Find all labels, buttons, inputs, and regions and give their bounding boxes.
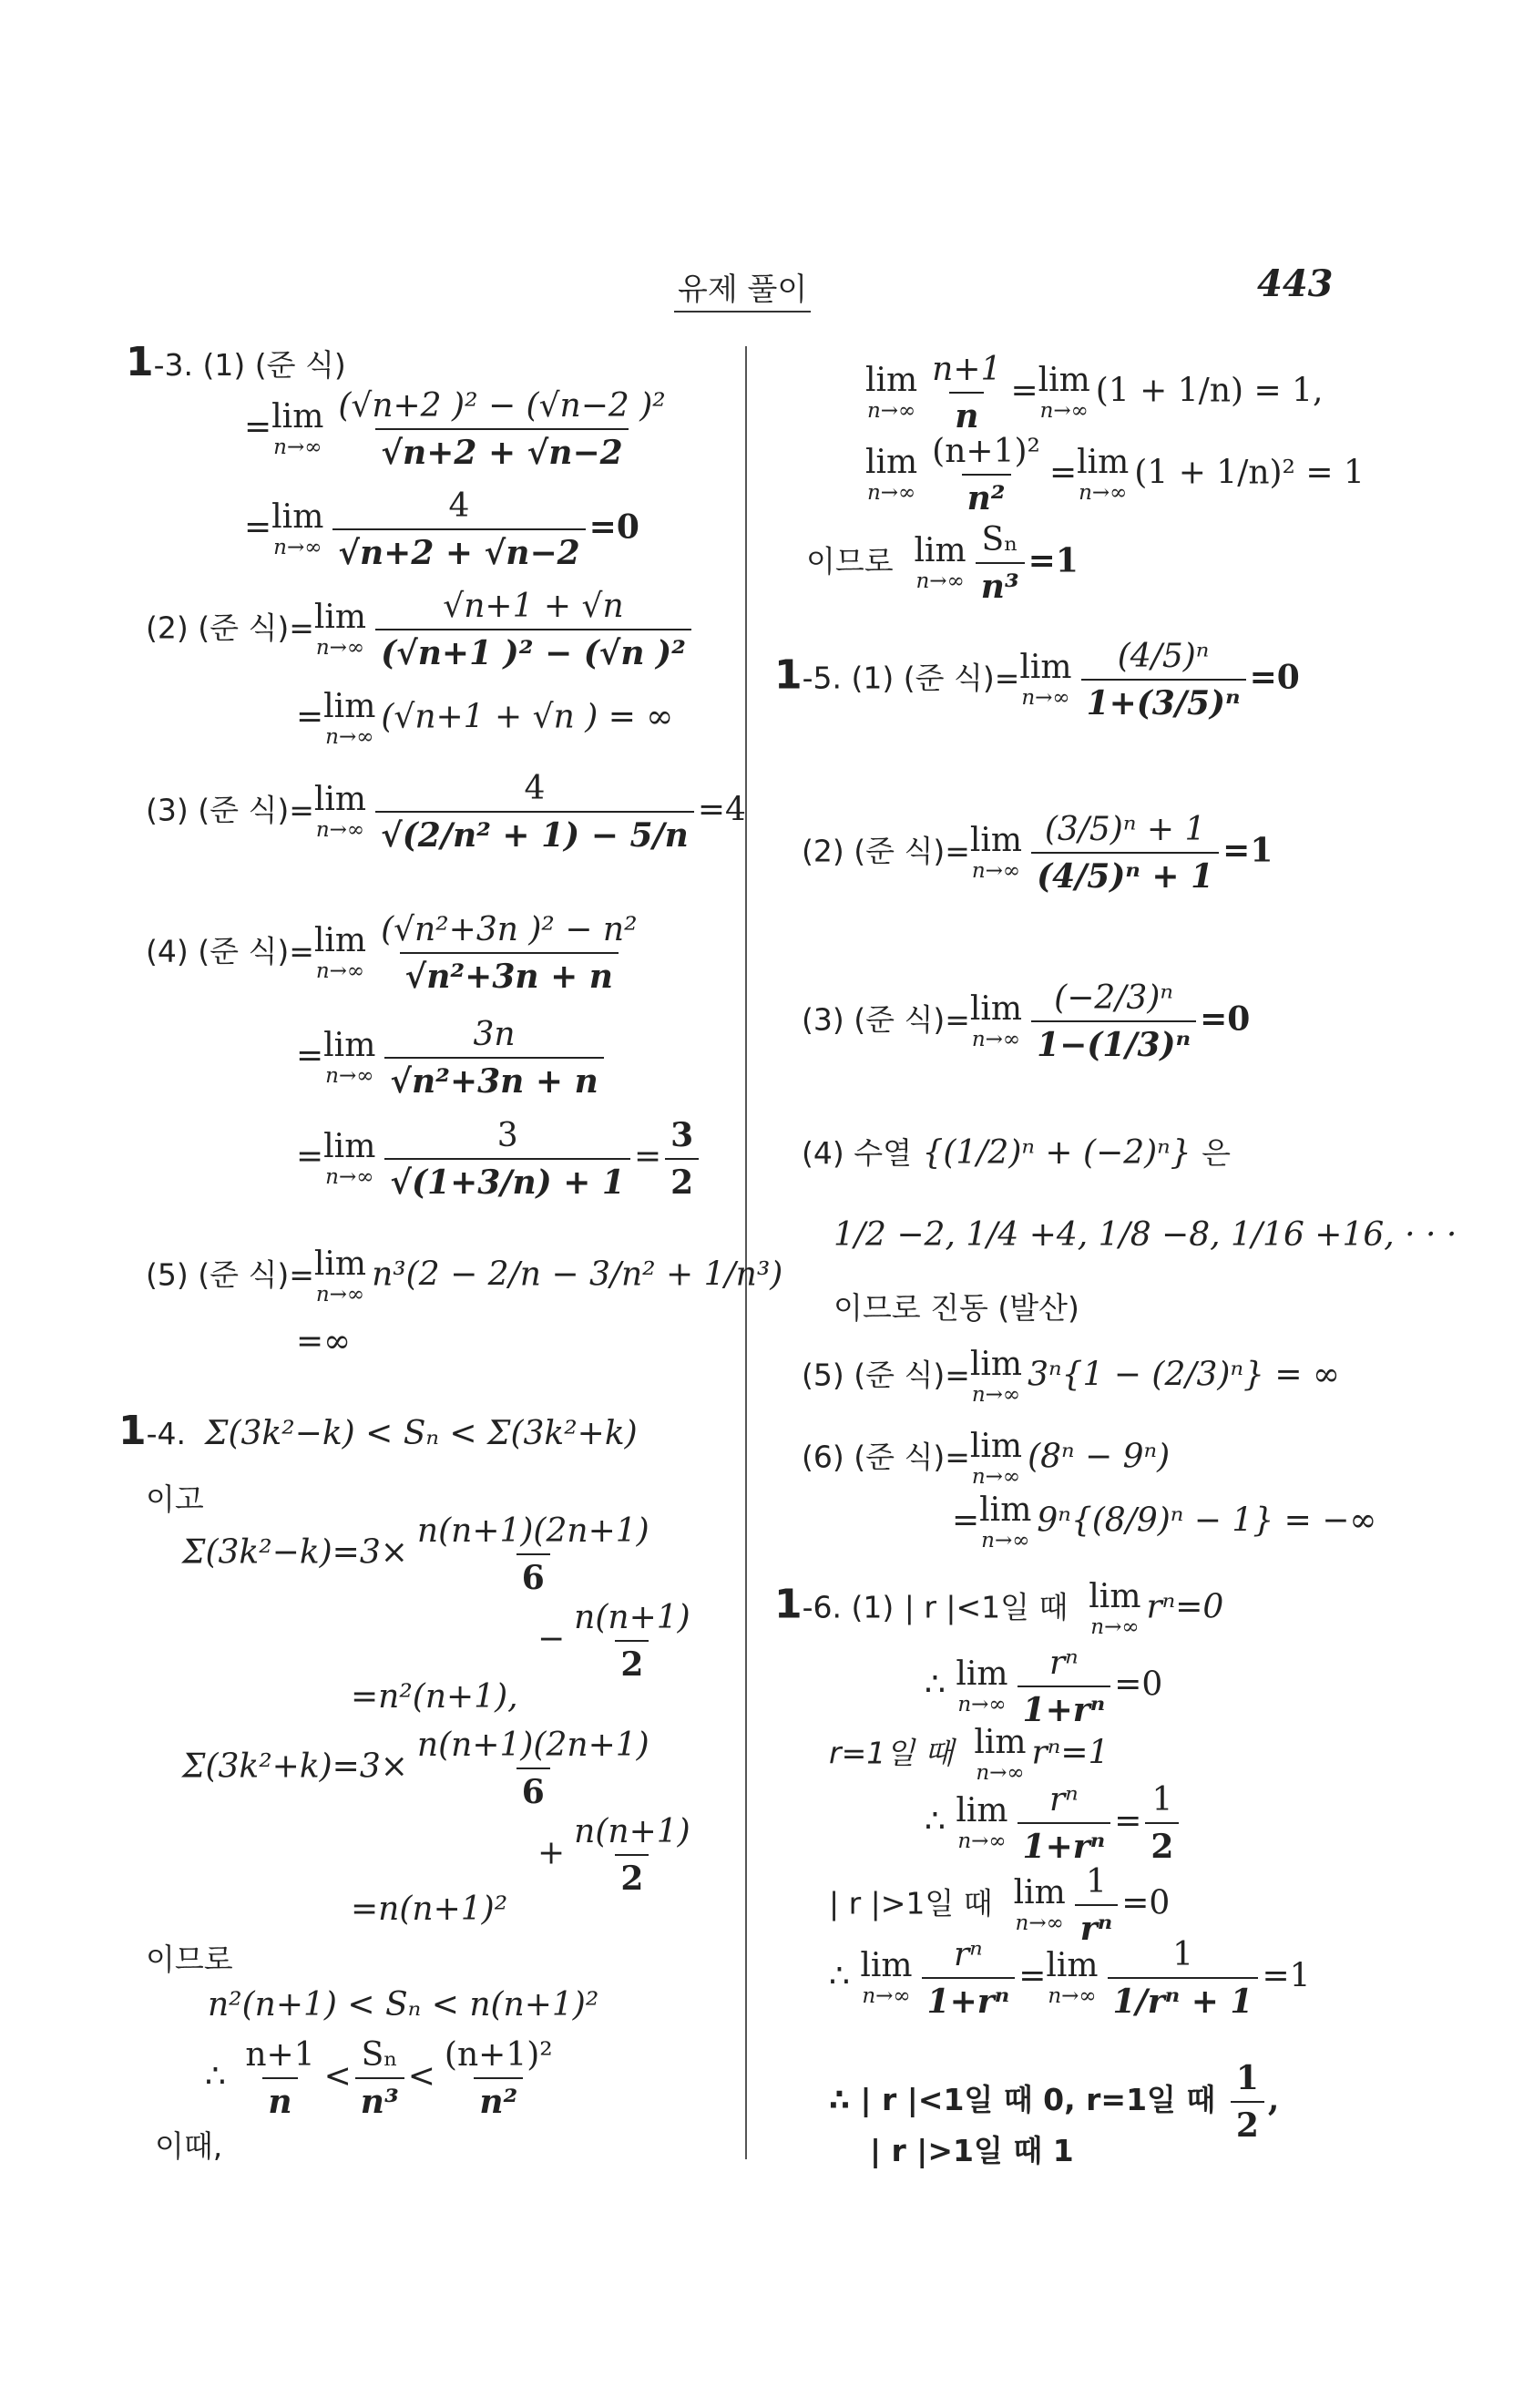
eq-1-6-c3: | r |>1일 때 lim n→∞ $\frac{1}{\text{rⁿ}}$ =0 xyxy=(829,1863,1171,1948)
eq-1-5-4-terms: 1/2 −2, 1/4 +4, 1/8 −8, 1/16 +16, · · · xyxy=(833,1216,1457,1254)
eq-1-3-4-line2: = lim n→∞ $\frac{3n}{\text{√n²+3n + n}}$ xyxy=(296,1016,608,1101)
eq-1-4-therefore: ∴ $\frac{n+1}{n}$ < $\frac{\text{Sₙ}}{\text{n³}}$ < $\frac{\text{(n+1)²}}{\text{n²}}$ xyxy=(205,2036,553,2121)
eq-1-3-line1: = lim n→∞ $\frac{\text{(√n+2 )² − (√n−2 )²}}{√n+2 + √n-2}$ xyxy=(244,387,666,472)
problem-1-5: 1-5. (1) (준 식)= lim n→∞ $\frac{\text{(4/5)ⁿ}}{\text{1+(3/5)ⁿ}}$ =0 xyxy=(774,638,1300,722)
eq-1-4-sum2-b: + $\frac{n(n+1)}{2}$ xyxy=(537,1813,690,1898)
eq-1-3-4-line3: = lim n→∞ $\frac{3}{√(1+3/n) + 1}$ = $\frac{3}{2}$ xyxy=(296,1116,702,1202)
eq-1-3-3: (3) (준 식)= lim n→∞ $\frac{4}{\text{√(2/n² + 1) − 5/n}}$ =4 xyxy=(146,770,746,855)
eq-r3: 이므로 lim n→∞ $\frac{\text{Sₙ}}{\text{n³}}$ =1 xyxy=(806,521,1079,606)
problem-1-3 xyxy=(126,339,346,385)
eq-1-4-sum1-b: − $\frac{n(n+1)}{2}$ xyxy=(537,1599,690,1684)
eq-1-3-2: (2) (준 식)= lim n→∞ $\frac{√n+1 + √n}{\text{(√n+1 )² − (√n )²}}$ xyxy=(146,588,695,672)
eq-1-3-4: (4) (준 식)= lim n→∞ $\frac{\text{(√n²+3n )² − n²}}{\text{√n²+3n + n}}$ xyxy=(146,911,638,996)
eq-1-6-final2: | r |>1일 때 1 xyxy=(870,2133,1074,2168)
eq-r1: lim n→∞ $\frac{n+1}{n}$ = lim n→∞ (1 + 1/n) = 1, xyxy=(865,351,1324,435)
eq-1-4-sum1: Σ(3k²−k)=3× $\frac{n(n+1)(2n+1)}{6}$ xyxy=(182,1512,649,1597)
problem-1-4: 1-4. xyxy=(118,1408,187,1454)
eq-1-6-c4: ∴ lim n→∞ $\frac{\text{rⁿ}}{\text{1+rⁿ}}$ = lim n→∞ $\frac{1}{\text{1/rⁿ + 1}}$ =1 xyxy=(829,1936,1311,2021)
eq-1-6-final1: ∴ | r |<1일 때 0, r=1일 때 $\frac{1}{2}$ , xyxy=(829,2059,1280,2145)
eq-1-4-ineq2: n²(n+1) < Sₙ < n(n+1)² xyxy=(208,1986,599,2024)
page-number: 443 xyxy=(1257,262,1334,305)
eq-1-6-c2: r=1일 때 lim n→∞ rⁿ=1 xyxy=(829,1724,1110,1785)
text-igo: 이고 xyxy=(146,1481,204,1517)
problem-label: -3. (1) (준 식) xyxy=(153,347,346,383)
eq-1-5-3: (3) (준 식)= lim n→∞ $\frac{\text{(−2/3)ⁿ}}{\text{1−(1/3)ⁿ}}$ =0 xyxy=(802,979,1251,1064)
eq-1-5-4: (4) 수열 {(1/2)ⁿ + (−2)ⁿ} 은 xyxy=(802,1134,1232,1172)
eq-1-3-line2: = lim n→∞ $\frac{4}{√n+2 + √n-2}$ =0 xyxy=(244,487,639,572)
eq-1-5-5: (5) (준 식)= lim n→∞ 3ⁿ{1 − (2/3)ⁿ} = ∞ xyxy=(802,1346,1340,1407)
text-imeuro: 이므로 xyxy=(146,1942,233,1977)
eq-1-3-5: (5) (준 식)= lim n→∞ n³(2 − 2/n − 3/n² + 1/n³) xyxy=(146,1245,783,1306)
eq-1-4-ineq: Σ(3k²−k) < Sₙ < Σ(3k²+k) xyxy=(205,1415,638,1452)
eq-1-5-6-line2: = lim n→∞ 9ⁿ{(8/9)ⁿ − 1} = −∞ xyxy=(952,1491,1377,1552)
page-title: 유제 풀이 xyxy=(674,264,811,313)
eq-1-6-c2-t: ∴ lim n→∞ $\frac{\text{rⁿ}}{\text{1+rⁿ}}$ = $\frac{1}{2}$ xyxy=(925,1781,1182,1866)
eq-1-6-c1: ∴ lim n→∞ $\frac{\text{rⁿ}}{\text{1+rⁿ}}$ =0 xyxy=(925,1645,1163,1729)
eq-1-5-6: (6) (준 식)= lim n→∞ (8ⁿ − 9ⁿ) xyxy=(802,1428,1171,1489)
eq-1-3-2-line2: = lim n→∞ (√n+1 + √n ) = ∞ xyxy=(296,688,674,749)
problem-1-6: 1-6. (1) | r |<1일 때 lim n→∞ rⁿ=0 xyxy=(774,1578,1224,1639)
eq-1-3-5-res: =∞ xyxy=(296,1323,352,1360)
eq-1-4-sum1-res: =n²(n+1), xyxy=(351,1678,518,1716)
problem-number: 1 xyxy=(126,339,154,385)
eq-1-4-sum2-res: =n(n+1)² xyxy=(351,1891,508,1928)
eq-1-5-4-conc: 이므로 진동 (발산) xyxy=(833,1290,1079,1326)
eq-1-5-2: (2) (준 식)= lim n→∞ $\frac{\text{(3/5)ⁿ + 1}}{\text{(4/5)ⁿ + 1}}$ =1 xyxy=(802,811,1273,896)
text-ittae: 이때, xyxy=(155,2128,223,2164)
eq-1-4-sum2: Σ(3k²+k)=3× $\frac{n(n+1)(2n+1)}{6}$ xyxy=(182,1727,649,1811)
eq-r2: lim n→∞ $\frac{\text{(n+1)²}}{\text{n²}}$ = lim n→∞ (1 + 1/n)² = 1 xyxy=(865,433,1365,517)
